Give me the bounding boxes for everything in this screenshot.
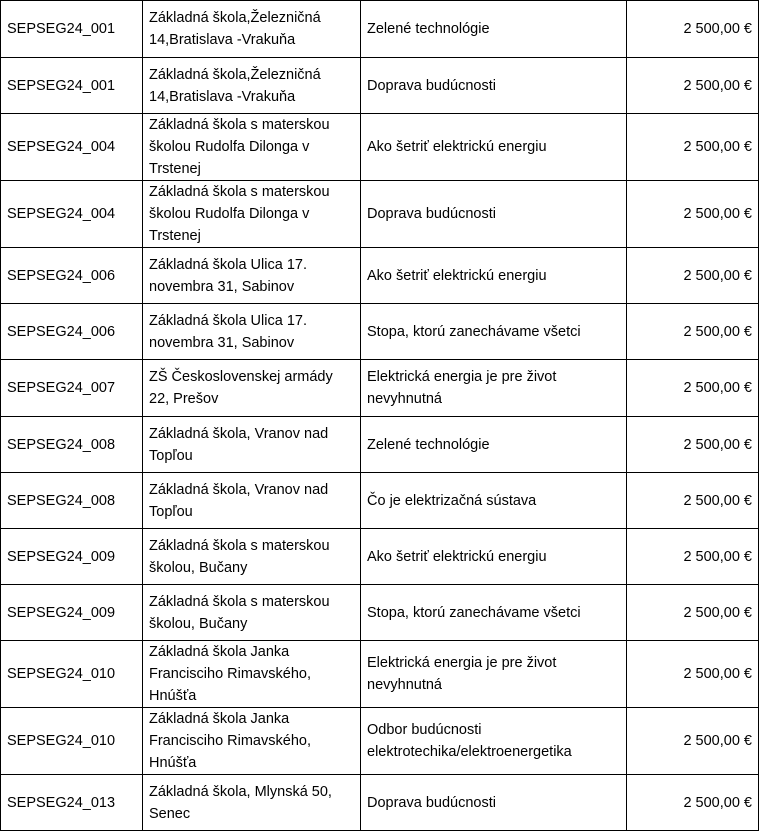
row-project-cell: Ako šetriť elektrickú energiu bbox=[361, 529, 627, 585]
row-project-cell: Zelené technológie bbox=[361, 417, 627, 473]
row-amount-cell: 2 500,00 € bbox=[627, 248, 759, 304]
row-school-cell: Základná škola,Železničná 14,Bratislava -Vrakuňa bbox=[143, 1, 361, 58]
grants-table-body bbox=[1, 1, 759, 831]
row-school-cell: Základná škola s materskou školou Rudolfa Dilonga v Trstenej bbox=[143, 181, 361, 248]
row-amount-cell: 2 500,00 € bbox=[627, 529, 759, 585]
table-row bbox=[1, 473, 759, 529]
table-row bbox=[1, 417, 759, 473]
row-amount-cell: 2 500,00 € bbox=[627, 304, 759, 360]
table-row bbox=[1, 585, 759, 641]
row-project-cell: Stopa, ktorú zanechávame všetci bbox=[361, 304, 627, 360]
row-amount-cell: 2 500,00 € bbox=[627, 473, 759, 529]
row-code-cell: SEPSEG24_001 bbox=[1, 58, 143, 114]
table-row bbox=[1, 529, 759, 585]
row-amount-cell: 2 500,00 € bbox=[627, 775, 759, 831]
row-project-cell: Elektrická energia je pre život nevyhnutná bbox=[361, 360, 627, 417]
row-amount-cell: 2 500,00 € bbox=[627, 58, 759, 114]
row-code-cell: SEPSEG24_009 bbox=[1, 529, 143, 585]
row-amount-cell: 2 500,00 € bbox=[627, 360, 759, 417]
row-amount-cell: 2 500,00 € bbox=[627, 585, 759, 641]
table-row bbox=[1, 775, 759, 831]
row-school-cell: Základná škola, Mlynská 50, Senec bbox=[143, 775, 361, 831]
row-code-cell: SEPSEG24_009 bbox=[1, 585, 143, 641]
table-row bbox=[1, 58, 759, 114]
table-row bbox=[1, 641, 759, 708]
row-project-cell: Stopa, ktorú zanechávame všetci bbox=[361, 585, 627, 641]
table-row bbox=[1, 708, 759, 775]
row-code-cell: SEPSEG24_008 bbox=[1, 473, 143, 529]
row-code-cell: SEPSEG24_008 bbox=[1, 417, 143, 473]
row-project-cell: Ako šetriť elektrickú energiu bbox=[361, 248, 627, 304]
row-code-cell: SEPSEG24_010 bbox=[1, 708, 143, 775]
table-row bbox=[1, 181, 759, 248]
table-row bbox=[1, 248, 759, 304]
row-school-cell: Základná škola Janka Francisciho Rimavského, Hnúšťa bbox=[143, 708, 361, 775]
row-code-cell: SEPSEG24_010 bbox=[1, 641, 143, 708]
row-project-cell: Doprava budúcnosti bbox=[361, 181, 627, 248]
row-amount-cell: 2 500,00 € bbox=[627, 708, 759, 775]
row-project-cell: Čo je elektrizačná sústava bbox=[361, 473, 627, 529]
row-amount-cell: 2 500,00 € bbox=[627, 641, 759, 708]
row-school-cell: Základná škola Janka Francisciho Rimavského, Hnúšťa bbox=[143, 641, 361, 708]
row-amount-cell: 2 500,00 € bbox=[627, 417, 759, 473]
table-row bbox=[1, 1, 759, 58]
row-school-cell: Základná škola, Vranov nad Topľou bbox=[143, 417, 361, 473]
row-project-cell: Doprava budúcnosti bbox=[361, 58, 627, 114]
row-school-cell: Základná škola Ulica 17. novembra 31, Sabinov bbox=[143, 248, 361, 304]
row-code-cell: SEPSEG24_006 bbox=[1, 304, 143, 360]
row-code-cell: SEPSEG24_004 bbox=[1, 114, 143, 181]
row-project-cell: Doprava budúcnosti bbox=[361, 775, 627, 831]
row-code-cell: SEPSEG24_013 bbox=[1, 775, 143, 831]
row-school-cell: Základná škola, Vranov nad Topľou bbox=[143, 473, 361, 529]
row-code-cell: SEPSEG24_001 bbox=[1, 1, 143, 58]
row-project-cell: Zelené technológie bbox=[361, 1, 627, 58]
row-amount-cell: 2 500,00 € bbox=[627, 181, 759, 248]
row-project-cell: Ako šetriť elektrickú energiu bbox=[361, 114, 627, 181]
row-amount-cell: 2 500,00 € bbox=[627, 114, 759, 181]
table-row bbox=[1, 304, 759, 360]
row-school-cell: Základná škola s materskou školou, Bučany bbox=[143, 585, 361, 641]
row-project-cell: Elektrická energia je pre život nevyhnutná bbox=[361, 641, 627, 708]
row-school-cell: Základná škola s materskou školou, Bučany bbox=[143, 529, 361, 585]
row-amount-cell: 2 500,00 € bbox=[627, 1, 759, 58]
table-row bbox=[1, 360, 759, 417]
row-code-cell: SEPSEG24_007 bbox=[1, 360, 143, 417]
row-code-cell: SEPSEG24_006 bbox=[1, 248, 143, 304]
table-row bbox=[1, 114, 759, 181]
row-school-cell: Základná škola,Železničná 14,Bratislava -Vrakuňa bbox=[143, 58, 361, 114]
row-school-cell: Základná škola Ulica 17. novembra 31, Sabinov bbox=[143, 304, 361, 360]
row-school-cell: Základná škola s materskou školou Rudolfa Dilonga v Trstenej bbox=[143, 114, 361, 181]
row-school-cell: ZŠ Československej armády 22, Prešov bbox=[143, 360, 361, 417]
row-code-cell: SEPSEG24_004 bbox=[1, 181, 143, 248]
row-project-cell: Odbor budúcnosti elektrotechika/elektroenergetika bbox=[361, 708, 627, 775]
